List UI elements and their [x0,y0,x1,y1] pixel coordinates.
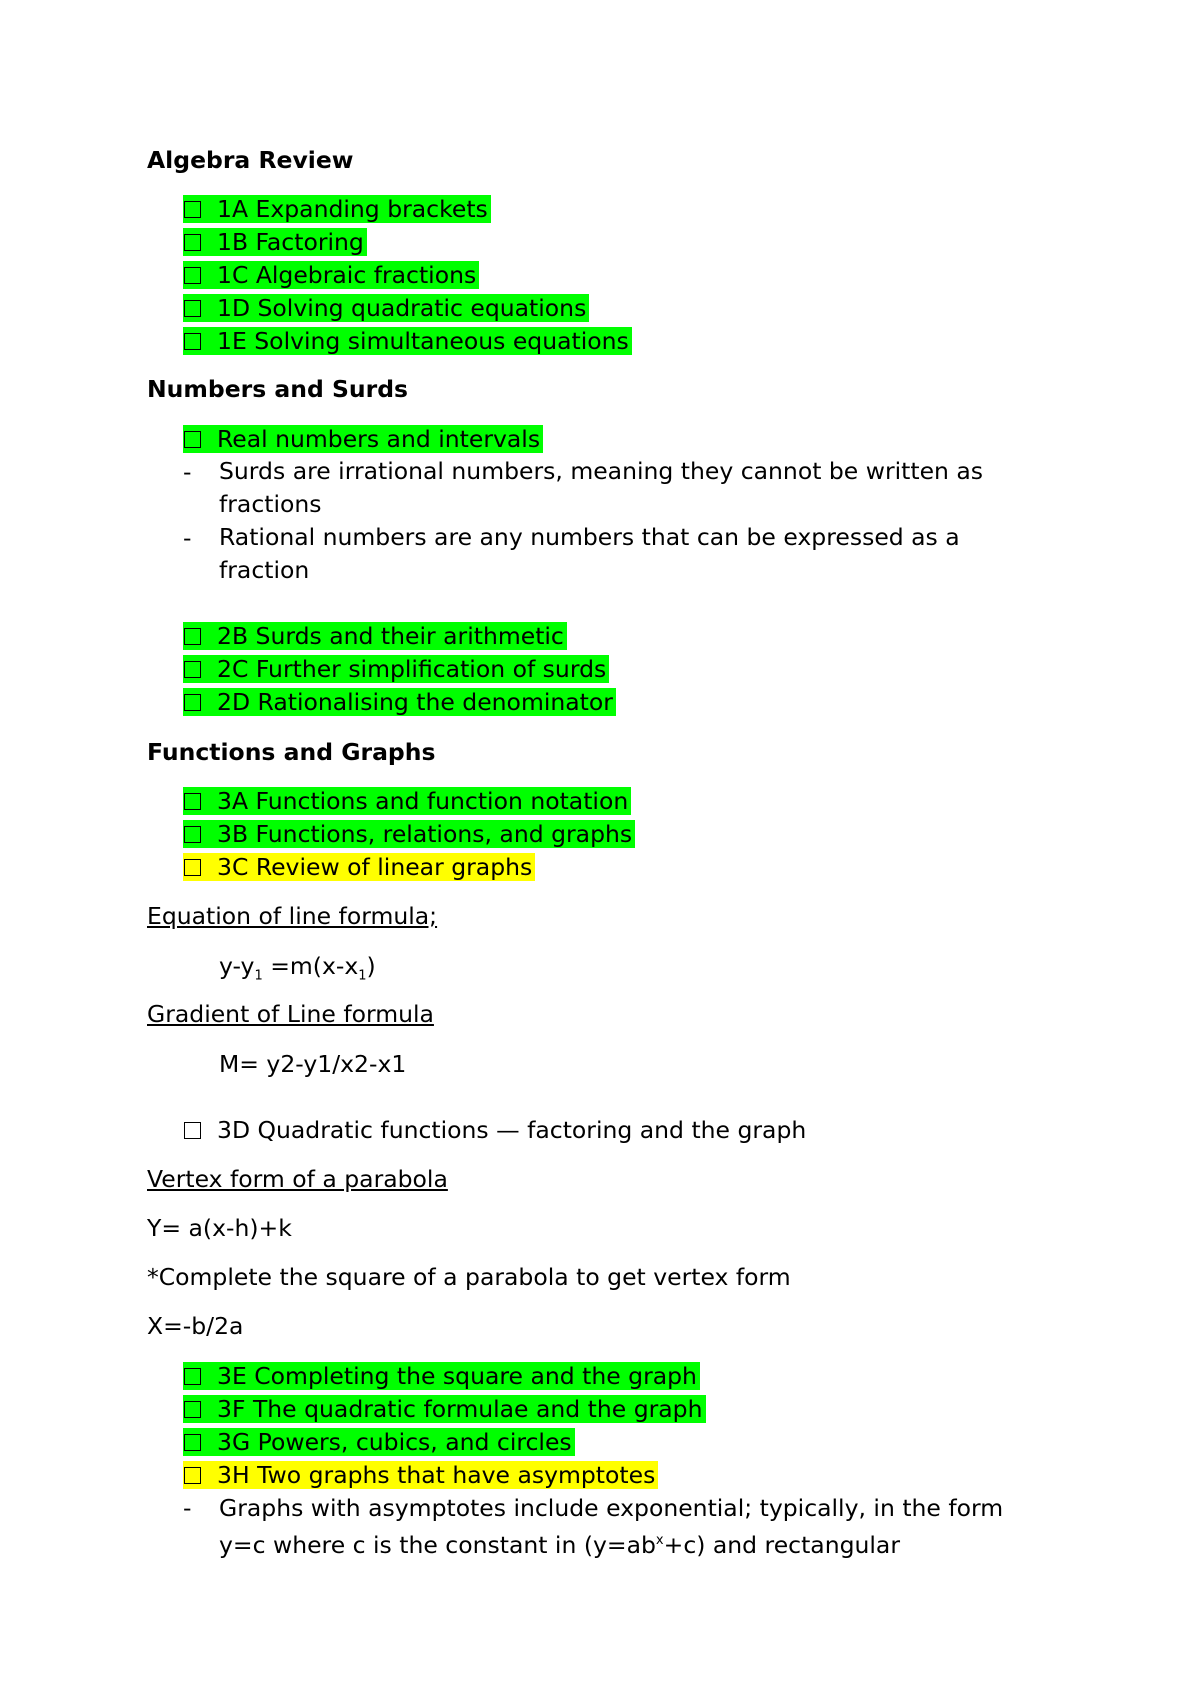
highlight [183,294,589,322]
checklist-item [183,1115,806,1145]
checkbox-icon[interactable] [184,1401,201,1418]
checklist-label: Real numbers and intervals [217,425,541,453]
highlight [183,261,479,289]
checklist-item [183,1427,575,1457]
formula-part: =m(x-x [262,952,359,980]
section-heading-functions: Functions and Graphs [147,738,436,766]
highlight [183,228,367,256]
bullet-dash: - [183,524,192,552]
checklist-item [183,852,535,882]
checkbox-icon[interactable] [184,859,201,876]
gradient-title: Gradient of Line formula [147,1000,434,1028]
checklist-item [183,819,635,849]
formula-part: +c) and rectangular [663,1530,900,1559]
subscript: 1 [358,968,367,984]
checkbox-icon[interactable] [184,628,201,645]
checkbox-icon[interactable] [184,793,201,810]
checkbox-icon[interactable] [184,661,201,678]
gradient-formula: M= y2-y1/x2-x1 [219,1050,407,1078]
checklist-label: 1E Solving simultaneous equations [217,327,629,355]
checklist-label: 2D Rationalising the denominator [217,688,613,716]
checkbox-icon[interactable] [184,1122,201,1139]
checkbox-icon[interactable] [184,267,201,284]
highlight [183,688,616,716]
checklist-label: 3C Review of linear graphs [217,853,533,881]
highlight [183,425,543,453]
highlight [183,1461,658,1489]
section-heading-numbers: Numbers and Surds [147,375,409,403]
checklist-label: 3E Completing the square and the graph [217,1362,697,1390]
asymptote-line-2 [219,1526,900,1560]
checklist-label: 3G Powers, cubics, and circles [217,1428,572,1456]
checklist-item [183,1394,706,1424]
checklist-item [183,687,616,717]
complete-square-note: *Complete the square of a parabola to get vertex form [147,1263,791,1291]
checklist-item [183,293,589,323]
checklist-label: 1A Expanding brackets [217,195,488,223]
checkbox-icon[interactable] [184,826,201,843]
checklist-item [183,1361,700,1391]
highlight [183,1395,706,1423]
checklist-item [183,424,543,454]
formula-part: y-y [219,952,255,980]
checkbox-icon[interactable] [184,234,201,251]
vertex-title: Vertex form of a parabola [147,1165,448,1193]
asymptote-line-1: Graphs with asymptotes include exponential; typically, in the form [219,1494,1004,1522]
checklist-item [183,326,632,356]
checklist-label: 3F The quadratic formulae and the graph [217,1395,703,1423]
checklist-label: 3D Quadratic functions — factoring and the graph [217,1116,807,1144]
checkbox-icon[interactable] [184,1467,201,1484]
highlight [183,195,491,223]
checklist-label: 3H Two graphs that have asymptotes [217,1461,656,1489]
section-heading-algebra: Algebra Review [147,146,354,174]
checkbox-icon[interactable] [184,694,201,711]
checkbox-icon[interactable] [184,300,201,317]
highlight [183,787,631,815]
highlight [183,853,535,881]
checkbox-icon[interactable] [184,1434,201,1451]
checkbox-icon[interactable] [184,201,201,218]
highlight [183,622,567,650]
checklist-item [183,260,479,290]
highlight [183,327,632,355]
axis-formula: X=-b/2a [147,1312,244,1340]
eq-line-formula [219,951,376,992]
checkbox-icon[interactable] [184,431,201,448]
eq-line-title: Equation of line formula; [147,902,438,930]
checklist-label: 1D Solving quadratic equations [217,294,587,322]
highlight [183,1428,575,1456]
checklist-item [183,786,631,816]
vertex-formula: Y= a(x-h)+k [147,1214,292,1242]
checklist-label: 1C Algebraic fractions [217,261,477,289]
highlight [183,1362,700,1390]
checklist-item [183,194,491,224]
checklist-label: 3B Functions, relations, and graphs [217,820,633,848]
formula-part: y=c where c is the constant in (y=ab [219,1530,656,1559]
bullet-text: Rational numbers are any numbers that can be expressed as a fraction [219,523,960,584]
checklist-item [183,1460,658,1490]
checkbox-icon[interactable] [184,333,201,350]
checkbox-icon[interactable] [184,1368,201,1385]
checklist-item [183,654,609,684]
superscript: x [655,1533,664,1548]
subscript: 1 [254,968,263,984]
checklist-label: 1B Factoring [217,228,364,256]
bullet-dash: - [183,1494,192,1522]
checklist-label: 2B Surds and their arithmetic [217,622,564,650]
bullet-text: Surds are irrational numbers, meaning they cannot be written as fractions [219,457,984,518]
bullet-dash: - [183,458,192,486]
checklist-label: 3A Functions and function notation [217,787,629,815]
highlight [183,820,635,848]
highlight [183,655,609,683]
checklist-item [183,227,367,257]
formula-part: ) [366,952,376,980]
checklist-label: 2C Further simplification of surds [217,655,607,683]
checklist-item [183,621,567,651]
